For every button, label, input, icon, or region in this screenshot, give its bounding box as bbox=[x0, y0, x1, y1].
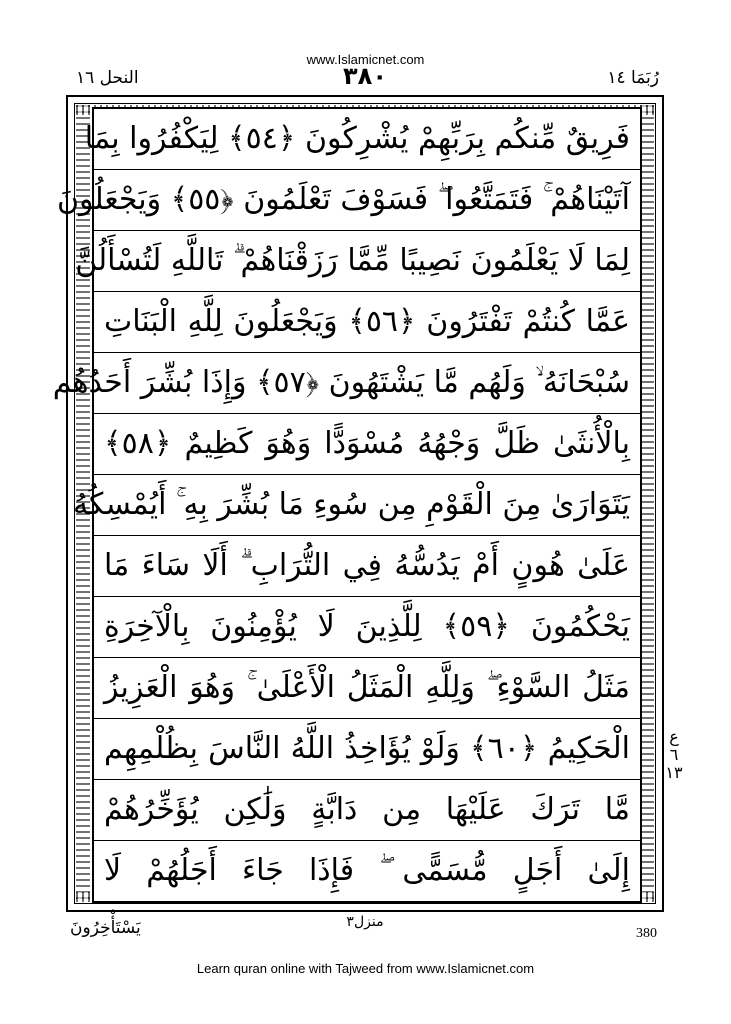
verse-line-12: مَّا تَرَكَ عَلَيْهَا مِن دَابَّةٍ وَلَٰكِن يُؤَخِّرُهُمْ bbox=[94, 780, 640, 841]
website-url[interactable]: www.Islamicnet.com bbox=[306, 52, 425, 67]
catchword: يَسْتَأْخِرُونَ bbox=[70, 918, 141, 938]
verse-line-7: يَتَوَارَىٰ مِنَ الْقَوْمِ مِن سُوءِ مَا بُشِّرَ بِهِ ۚ أَيُمْسِكُهُ bbox=[94, 475, 640, 536]
quran-text-box bbox=[52, 107, 642, 903]
ruku-letter: ع bbox=[669, 727, 679, 746]
verse-line-2: آتَيْنَاهُمْ ۚ فَتَمَتَّعُوا ۖ فَسَوْفَ تَعْلَمُونَ ﴿٥٥﴾ وَيَجْعَلُونَ bbox=[94, 170, 640, 231]
ruku-marker bbox=[664, 728, 684, 782]
verse-line-3: لِمَا لَا يَعْلَمُونَ نَصِيبًا مِّمَّا رَزَقْنَاهُمْ ۗ تَاللَّهِ لَتُسْأَلُنَّ bbox=[94, 231, 640, 292]
verse-line-5: سُبْحَانَهُ ۙ وَلَهُم مَّا يَشْتَهُونَ ﴿٥٧﴾ وَإِذَا بُشِّرَ أَحَدُهُم bbox=[94, 353, 640, 414]
right-ornament-border bbox=[640, 105, 654, 902]
manzil-label: منزل٣ bbox=[346, 914, 384, 930]
surah-name-header: النحل ١٦ bbox=[76, 68, 139, 88]
ruku-count: ١٣ bbox=[665, 763, 683, 782]
verse-line-9: يَحْكُمُونَ ﴿٥٩﴾ لِلَّذِينَ لَا يُؤْمِنُونَ بِالْآخِرَةِ bbox=[94, 597, 640, 658]
verse-line-1: فَرِيقٌ مِّنكُم بِرَبِّهِمْ يُشْرِكُونَ ﴿٥٤﴾ لِيَكْفُرُوا بِمَا bbox=[94, 109, 640, 170]
verse-line-4: عَمَّا كُنتُمْ تَفْتَرُونَ ﴿٥٦﴾ وَيَجْعَلُونَ لِلَّهِ الْبَنَاتِ bbox=[94, 292, 640, 353]
verse-line-10: مَثَلُ السَّوْءِ ۖ وَلِلَّهِ الْمَثَلُ الْأَعْلَىٰ ۚ وَهُوَ الْعَزِيزُ bbox=[94, 658, 640, 719]
verse-line-6: بِالْأُنثَىٰ ظَلَّ وَجْهُهُ مُسْوَدًّا وَهُوَ كَظِيمٌ ﴿٥٨﴾ bbox=[94, 414, 640, 475]
verse-line-13: إِلَىٰ أَجَلٍ مُّسَمًّى ۖ فَإِذَا جَاءَ أَجَلُهُمْ لَا bbox=[104, 853, 630, 888]
footer-text[interactable]: Learn quran online with Tajweed from www.Islamicnet.com bbox=[196, 961, 535, 976]
juz-name-header: رُبَمَا ١٤ bbox=[607, 68, 659, 88]
ruku-number: ٦ bbox=[669, 745, 679, 764]
page-number-header: ٣٨٠ bbox=[343, 62, 387, 90]
verse-line-8: عَلَىٰ هُونٍ أَمْ يَدُسُّهُ فِي التُّرَابِ ۗ أَلَا سَاءَ مَا bbox=[94, 536, 640, 597]
page-number-footer: 380 bbox=[636, 926, 657, 941]
verse-line-11: الْحَكِيمُ ﴿٦٠﴾ وَلَوْ يُؤَاخِذُ اللَّهُ النَّاسَ بِظُلْمِهِم bbox=[94, 719, 640, 780]
